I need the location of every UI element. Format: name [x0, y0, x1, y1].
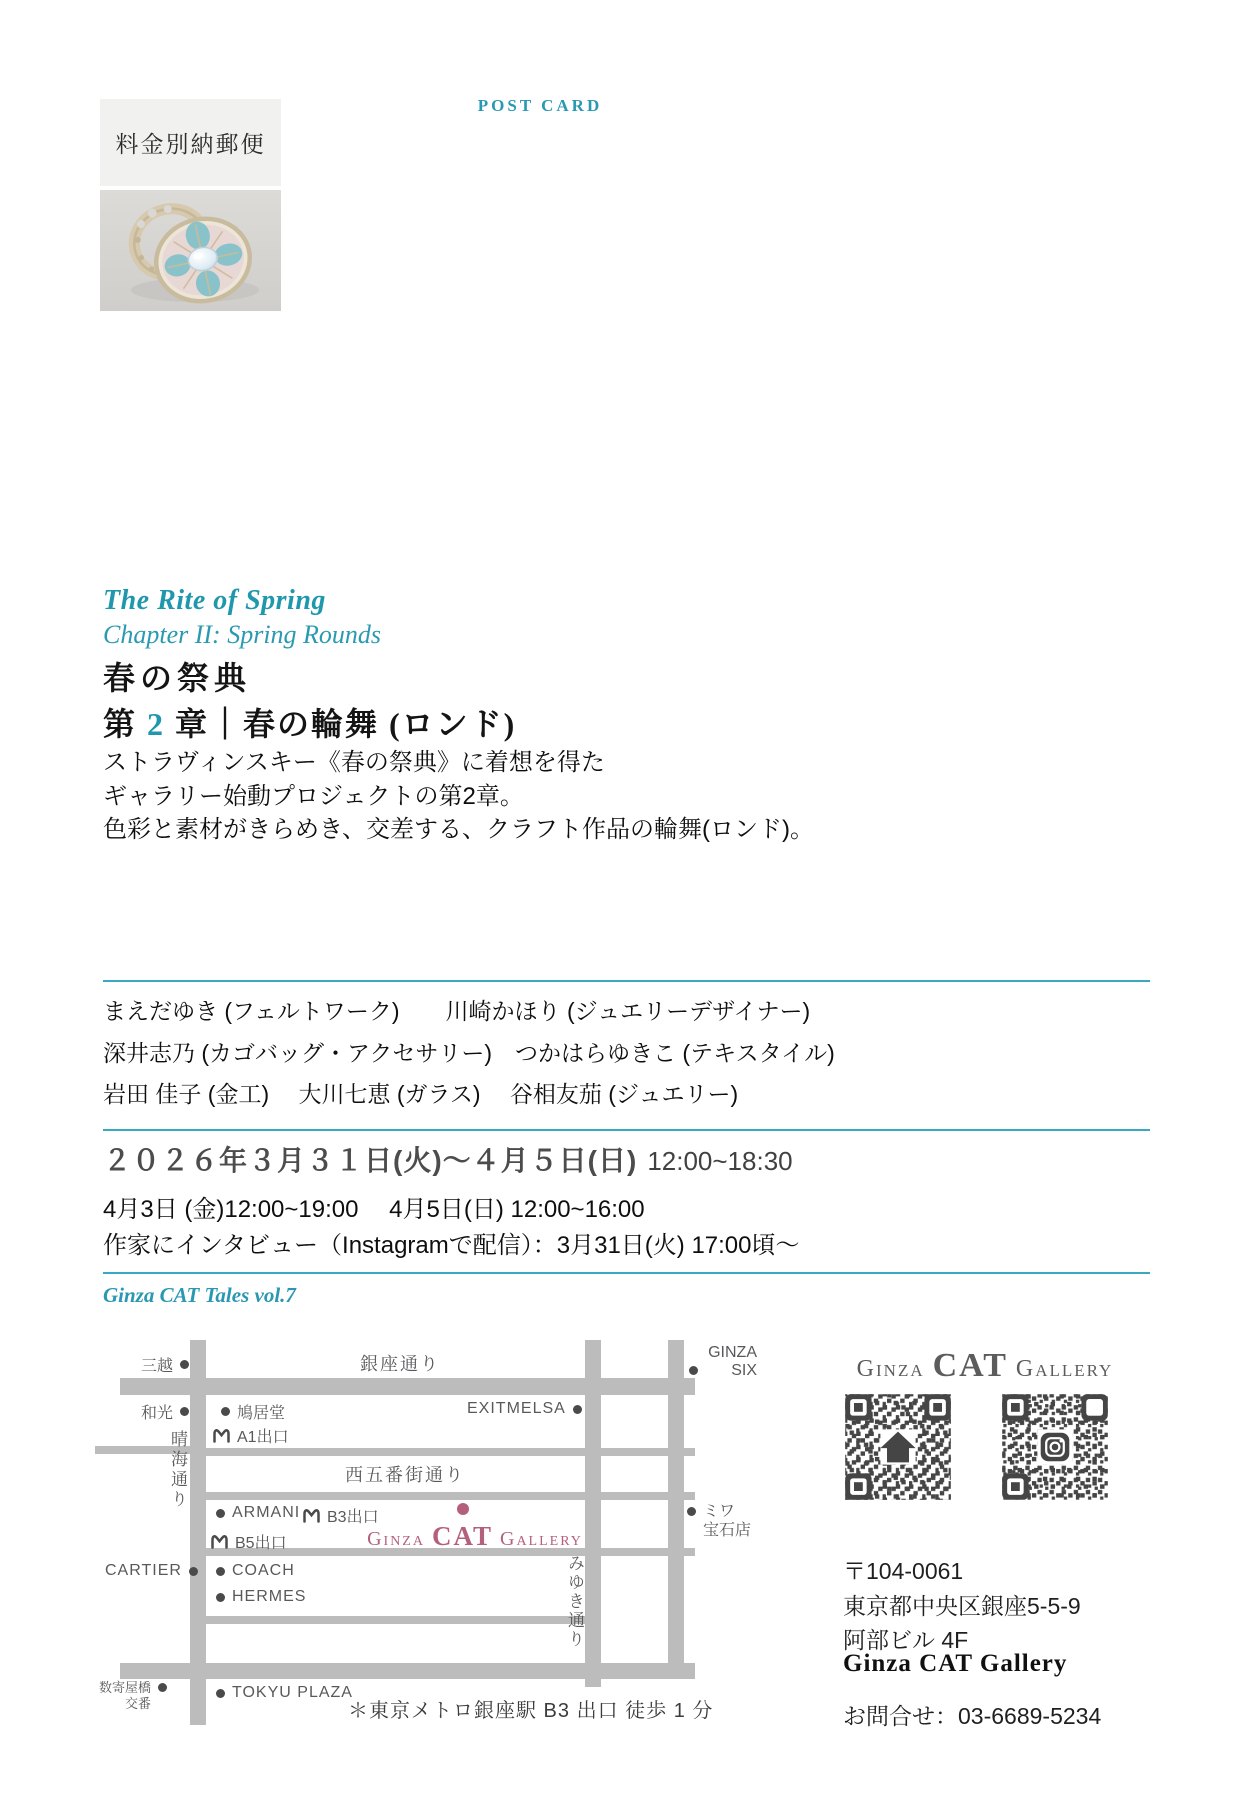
ring-illustration — [100, 190, 281, 311]
series-note: Ginza CAT Tales vol.7 — [103, 1283, 296, 1307]
location-dot-icon — [158, 1683, 167, 1692]
metro-exit-label: B5出口 — [235, 1535, 287, 1552]
location-dot-icon — [180, 1360, 189, 1369]
landmark-label: 和光 — [141, 1405, 174, 1422]
location-dot-icon — [216, 1509, 225, 1518]
street-label-miyuki-dori: みゆき通り — [565, 1554, 584, 1649]
description-line: ストラヴィンスキー《春の祭典》に着想を得た — [103, 749, 605, 776]
landmark-label: 数寄屋橋 — [99, 1680, 152, 1695]
exhibition-dates — [103, 1139, 793, 1179]
landmark-label: 宝石店 — [703, 1522, 752, 1539]
street-ginza-dori-bar — [120, 1378, 695, 1395]
landmark-kyukyodo — [221, 1400, 285, 1423]
metro-exit-b5 — [211, 1530, 287, 1553]
landmark-label: SIX — [731, 1362, 757, 1379]
landmark-hermes — [216, 1588, 306, 1606]
description-line: ギャラリー始動プロジェクトの第2章。 — [103, 782, 524, 810]
postcard-heading: POST CARD — [477, 96, 603, 115]
landmark-coach — [216, 1562, 295, 1580]
landmark-label: ミワ — [703, 1503, 736, 1520]
title-japanese-main: 春の祭典 — [103, 660, 252, 696]
landmark-label: 鳩居堂 — [237, 1405, 286, 1422]
landmark-label: 三越 — [141, 1358, 174, 1375]
tokyo-metro-icon — [303, 1508, 320, 1523]
landmark-sukiyabashi-koban — [99, 1680, 167, 1712]
location-dot-icon — [221, 1407, 230, 1416]
street-lower-block-bar — [206, 1616, 585, 1624]
divider-rule — [103, 1129, 1150, 1131]
chapter-prefix: 第 — [103, 706, 148, 742]
gallery-location-dot-icon — [457, 1503, 469, 1515]
qr-instagram — [1000, 1392, 1110, 1502]
artist-line: まえだゆき (フェルトワーク) 川崎かほり (ジュエリーデザイナー) — [103, 998, 811, 1024]
street-label-nishi-gobangai: 西五番街通り — [345, 1465, 465, 1485]
access-map — [95, 1340, 757, 1730]
interview-note: 作家にインタビュー（Instagramで配信）：3月31日(火) 17:00頃～ — [103, 1232, 800, 1259]
date-range: ２０２６年３月３１日(火)～４月５日(日) — [103, 1145, 638, 1176]
ring-photo — [100, 190, 281, 311]
location-dot-icon — [216, 1689, 225, 1698]
street-nishigobangai-top-bar — [206, 1448, 695, 1456]
street-nishigobangai-bottom-bar — [206, 1492, 695, 1500]
location-dot-icon — [189, 1567, 198, 1576]
metro-exit-a1 — [213, 1424, 289, 1447]
gallery-logo-part: CAT — [932, 1347, 1008, 1384]
tokyo-metro-icon — [211, 1534, 228, 1549]
location-dot-icon — [180, 1407, 189, 1416]
gallery-marker-part: Gallery — [493, 1528, 583, 1550]
landmark-label: 交番 — [125, 1696, 152, 1711]
landmark-wako — [141, 1400, 189, 1423]
main-hours: 12:00~18:30 — [647, 1146, 793, 1176]
postage-paid-label: 料金別納郵便 — [115, 131, 266, 157]
landmark-mitsukoshi — [141, 1353, 189, 1376]
landmark-exitmelsa — [467, 1400, 582, 1418]
address-line2: 阿部ビル 4F — [843, 1627, 969, 1653]
gallery-logo — [820, 1347, 1150, 1385]
title-japanese-chapter — [103, 699, 516, 745]
street-bottom-bar — [120, 1663, 695, 1679]
landmark-label: HERMES — [232, 1588, 307, 1605]
landmark-label: TOKYU PLAZA — [232, 1684, 353, 1701]
landmark-label: EXITMELSA — [467, 1400, 566, 1417]
gallery-name-english: Ginza CAT Gallery — [843, 1650, 1068, 1677]
divider-rule — [103, 1272, 1150, 1274]
special-hours: 4月3日 (金)12:00~19:00 4月5日(日) 12:00~16:00 — [103, 1196, 645, 1223]
gallery-marker-part: CAT — [431, 1521, 493, 1551]
landmark-cartier — [105, 1562, 198, 1580]
street-label-ginza-dori: 銀座通り — [360, 1354, 440, 1374]
artist-line: 岩田 佳子 (金工) 大川七恵 (ガラス) 谷相友茄 (ジュエリー) — [103, 1081, 739, 1107]
landmark-ginza-six — [693, 1344, 757, 1380]
contact-phone: お問合せ：03-6689-5234 — [843, 1703, 1102, 1729]
instagram-icon — [1041, 1433, 1070, 1462]
tokyo-metro-icon — [213, 1428, 230, 1443]
landmark-miwa-jewelry — [687, 1502, 751, 1540]
landmark-tokyu-plaza — [216, 1684, 353, 1702]
exhibition-description — [103, 746, 814, 847]
location-dot-icon — [573, 1405, 582, 1414]
instagram-qr-code — [1000, 1392, 1110, 1502]
postage-paid-box — [100, 99, 281, 186]
description-line: 色彩と素材がきらめき、交差する、クラフト作品の輪舞(ロンド)。 — [103, 816, 815, 843]
artist-line: 深井志乃 (カゴバッグ・アクセサリー) つかはらゆきこ (テキスタイル) — [103, 1039, 835, 1066]
station-access-note: ＊東京メトロ銀座駅 B3 出口 徒歩 1 分 — [348, 1700, 714, 1722]
artist-list — [103, 991, 835, 1116]
landmark-armani — [216, 1504, 300, 1522]
landmark-label: GINZA — [708, 1344, 757, 1361]
gallery-logo-part: Gallery — [1007, 1356, 1114, 1382]
landmark-label: COACH — [232, 1562, 295, 1579]
gallery-logo-part: Ginza — [856, 1356, 933, 1382]
location-dot-icon — [687, 1507, 696, 1516]
metro-exit-label: B3出口 — [327, 1509, 379, 1526]
location-dot-icon — [216, 1567, 225, 1576]
street-label-harumi-dori: 晴海通り — [168, 1430, 187, 1510]
qr-home — [843, 1392, 953, 1502]
location-dot-icon — [689, 1366, 698, 1375]
landmark-label: ARMANI — [232, 1504, 301, 1521]
postal-code: 〒104-0061 — [843, 1558, 964, 1584]
gallery-marker-part: Ginza — [367, 1528, 432, 1550]
metro-exit-label: A1出口 — [237, 1429, 289, 1446]
chapter-number: 2 — [147, 706, 166, 742]
address-line1: 東京都中央区銀座5-5-9 — [843, 1593, 1081, 1619]
location-dot-icon — [216, 1593, 225, 1602]
website-qr-code — [843, 1392, 953, 1502]
title-english-line2: Chapter II: Spring Rounds — [103, 620, 382, 649]
chapter-suffix: 章｜春の輪舞 (ロンド) — [165, 706, 517, 742]
landmark-label: CARTIER — [105, 1562, 182, 1579]
gallery-map-marker — [367, 1521, 583, 1552]
title-english-line1: The Rite of Spring — [103, 585, 326, 616]
divider-rule — [103, 980, 1150, 982]
